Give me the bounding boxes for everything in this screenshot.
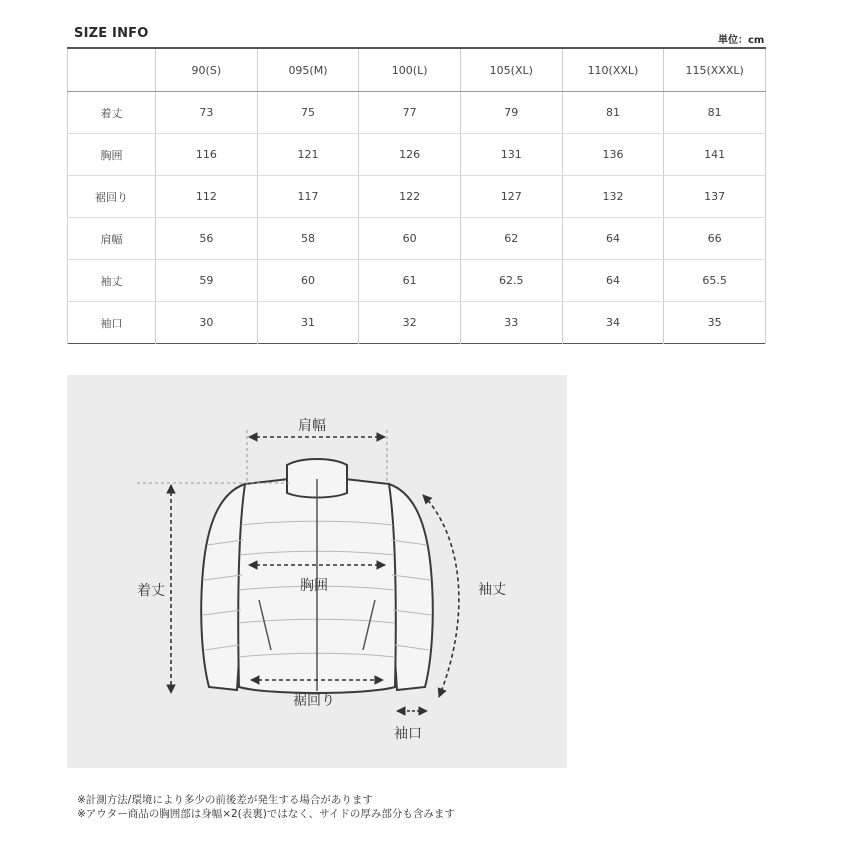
table-cell: 61 — [359, 260, 461, 302]
table-cell: 122 — [359, 176, 461, 218]
table-corner-cell — [68, 48, 156, 92]
row-label: 裾回り — [68, 176, 156, 218]
table-cell: 81 — [562, 92, 664, 134]
table-cell: 59 — [156, 260, 258, 302]
table-cell: 35 — [664, 302, 766, 344]
table-cell: 60 — [359, 218, 461, 260]
table-cell: 112 — [156, 176, 258, 218]
table-cell: 34 — [562, 302, 664, 344]
table-row — [68, 92, 766, 134]
sleeve-length-label: 袖丈 — [478, 582, 506, 598]
table-row — [68, 260, 766, 302]
table-cell: 116 — [156, 134, 258, 176]
table-cell: 64 — [562, 218, 664, 260]
row-label: 着丈 — [68, 92, 156, 134]
column-header: 115(XXXL) — [664, 48, 766, 92]
row-label: 胸囲 — [68, 134, 156, 176]
footnotes — [77, 793, 455, 821]
hem-label: 裾回り — [293, 693, 335, 709]
table-cell: 126 — [359, 134, 461, 176]
column-header: 90(S) — [156, 48, 258, 92]
table-cell: 32 — [359, 302, 461, 344]
column-header: 095(M) — [257, 48, 359, 92]
length-label: 着丈 — [137, 583, 165, 599]
table-cell: 77 — [359, 92, 461, 134]
table-cell: 62.5 — [460, 260, 562, 302]
table-cell: 81 — [664, 92, 766, 134]
column-header: 100(L) — [359, 48, 461, 92]
column-header: 105(XL) — [460, 48, 562, 92]
row-label: 肩幅 — [68, 218, 156, 260]
table-cell: 60 — [257, 260, 359, 302]
table-cell: 141 — [664, 134, 766, 176]
table-cell: 58 — [257, 218, 359, 260]
table-row — [68, 134, 766, 176]
table-cell: 56 — [156, 218, 258, 260]
table-cell: 62 — [460, 218, 562, 260]
cuff-label: 袖口 — [394, 726, 422, 742]
size-table — [67, 47, 766, 344]
table-cell: 30 — [156, 302, 258, 344]
table-cell: 137 — [664, 176, 766, 218]
table-row — [68, 302, 766, 344]
table-cell: 66 — [664, 218, 766, 260]
unit-label: 単位：cm — [718, 35, 765, 46]
table-cell: 31 — [257, 302, 359, 344]
table-cell: 121 — [257, 134, 359, 176]
table-cell: 132 — [562, 176, 664, 218]
table-row — [68, 176, 766, 218]
shoulder-label: 肩幅 — [298, 418, 326, 434]
row-label: 袖口 — [68, 302, 156, 344]
table-cell: 117 — [257, 176, 359, 218]
table-row — [68, 218, 766, 260]
table-cell: 75 — [257, 92, 359, 134]
table-cell: 65.5 — [664, 260, 766, 302]
table-cell: 79 — [460, 92, 562, 134]
column-header: 110(XXL) — [562, 48, 664, 92]
table-cell: 64 — [562, 260, 664, 302]
table-header-row — [68, 48, 766, 92]
measurement-diagram — [67, 375, 567, 768]
table-cell: 136 — [562, 134, 664, 176]
footnote-line: ※アウター商品の胸囲部は身幅×2(表裏)ではなく、サイドの厚み部分も含みます — [77, 808, 455, 820]
table-cell: 131 — [460, 134, 562, 176]
table-cell: 73 — [156, 92, 258, 134]
table-cell: 33 — [460, 302, 562, 344]
chest-label: 胸囲 — [300, 578, 328, 594]
footnote-line: ※計測方法/環境により多少の前後差が発生する場合があります — [77, 794, 373, 806]
section-title: SIZE INFO — [74, 26, 149, 41]
table-cell: 127 — [460, 176, 562, 218]
row-label: 袖丈 — [68, 260, 156, 302]
